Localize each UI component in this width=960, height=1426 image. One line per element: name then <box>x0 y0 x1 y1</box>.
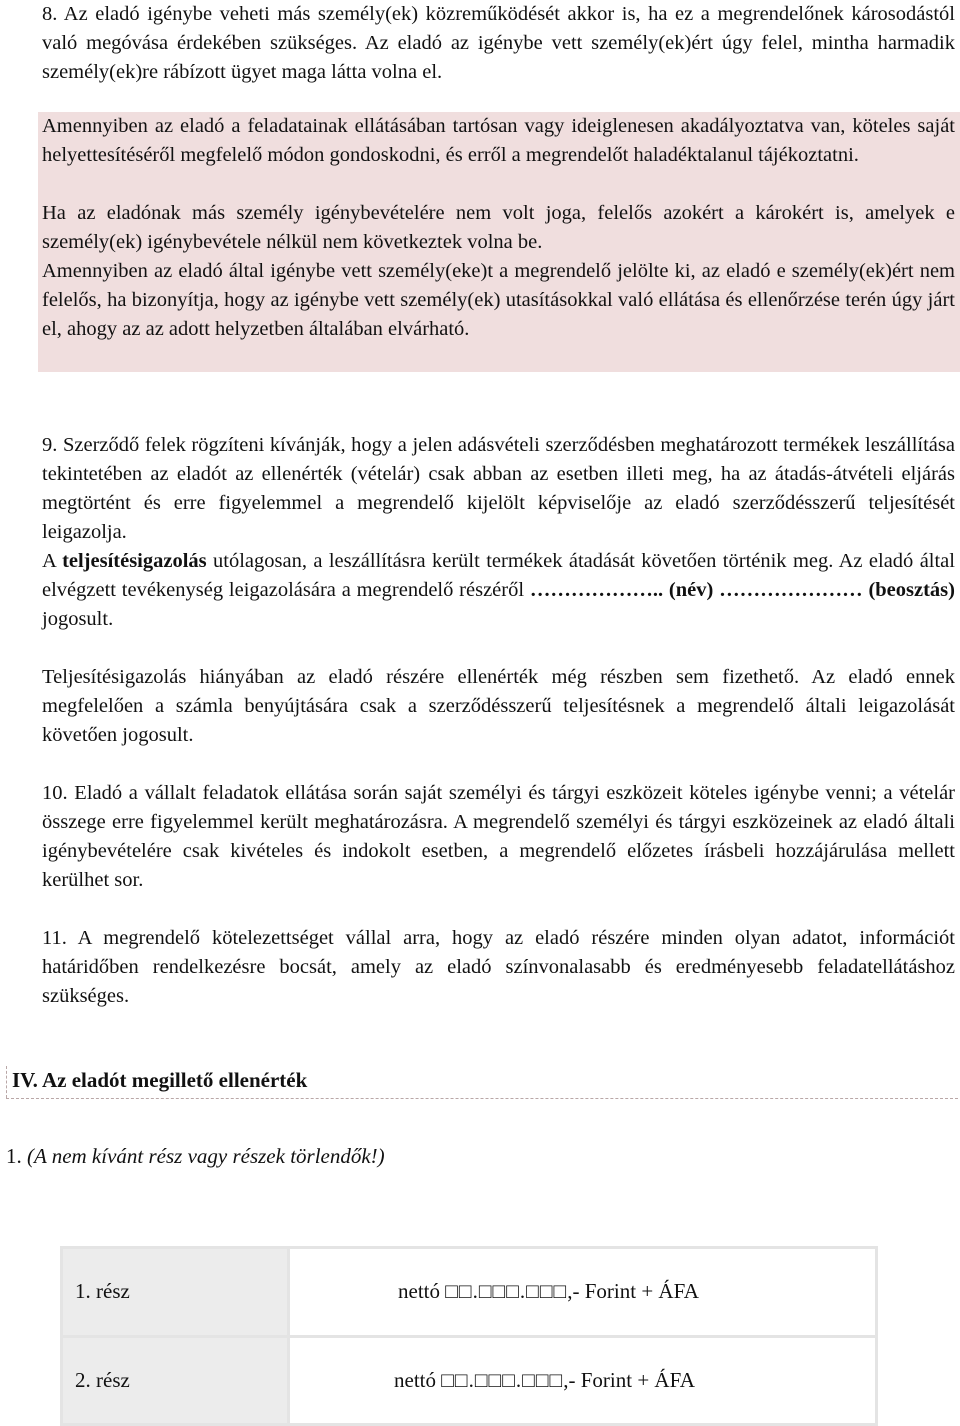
p2-body: utólagosan, a leszállításra került termékek átadását követően történik meg. Az eladó által elvégzett tevékenység leigazolására a megrendelő részéről <box>42 550 955 601</box>
heading-rule <box>6 1098 958 1099</box>
section-9-paragraph-2 <box>42 547 955 634</box>
price-suffix: ,- Forint + ÁFA <box>563 1367 695 1392</box>
part-label: 1. rész <box>62 1248 289 1337</box>
section-8-paragraph-2: Amennyiben az eladó a feladatainak ellátásában tartósan vagy ideiglenesen akadályoztatva van, köteles saját helyettesítéséről megfelelő módon gondoskodni, és erről a megrendelőt haladéktalanul tájékoztatni. <box>42 115 955 166</box>
part-price <box>289 1336 877 1425</box>
amount-boxes: □□.□□□.□□□ <box>445 1279 568 1304</box>
part-price <box>289 1248 877 1337</box>
price-prefix: nettó <box>394 1367 442 1392</box>
section-11-paragraph: 11. A megrendelő kötelezettséget vállal arra, hogy az eladó részére minden olyan adatot, információt határidőben rendelkezésre bocsát, amely az eladó színvonalasabb és eredményesebb feladatellátáshoz szükséges. <box>42 927 955 1007</box>
table-row <box>62 1336 877 1425</box>
section-8-paragraph-3: Ha az eladónak más személy igénybevételére nem volt joga, felelős azokért a károkért is, amelyek e személy(ek) igénybevétele nélkül nem következtek volna be. <box>42 202 955 253</box>
part-label: 2. rész <box>62 1336 289 1425</box>
price-table <box>60 1246 878 1426</box>
amount-boxes: □□.□□□.□□□ <box>441 1367 564 1392</box>
price-prefix: nettó <box>398 1279 446 1304</box>
section-10-paragraph: 10. Eladó a vállalt feladatok ellátása során saját személyi és tárgyi eszközeit köteles igénybe venni; a vételár összege erre figyelemmel került meghatározásra. A megrendelő személyi és tárgyi eszközeinek az eladó általi igénybevételére csak kivételes és indokolt esetben, a megrendelő előzetes írásbeli hozzájárulása mellett kerülhet sor. <box>42 782 955 891</box>
note-text: (A nem kívánt rész vagy részek törlendők!) <box>27 1144 385 1168</box>
teljesitesigazolas-term: teljesítésigazolás <box>62 550 207 572</box>
p2-tail: jogosult. <box>42 608 114 630</box>
signatory-blanks: ……………….. (név) ………………… (beosztás) <box>529 579 955 601</box>
deletion-note <box>6 1144 385 1169</box>
price-suffix: ,- Forint + ÁFA <box>567 1279 699 1304</box>
section-8-paragraph-4: Amennyiben az eladó által igénybe vett személy(eke)t a megrendelő jelölte ki, az eladó e személy(ek)ért nem felelős, ha bizonyítja, hogy az igénybe vett személy(ek) utasításokkal való ellátása és ellenőrzése terén úgy járt el, ahogy az az adott helyzetben általában elvárható. <box>42 260 955 340</box>
section-heading: IV. Az eladót megillető ellenérték <box>12 1068 308 1092</box>
heading-marker <box>6 1066 7 1098</box>
note-number: 1. <box>6 1144 27 1168</box>
p2-lead: A <box>42 550 63 572</box>
table-row <box>62 1248 877 1337</box>
section-9-paragraph-1: 9. Szerződő felek rögzíteni kívánják, hogy a jelen adásvételi szerződésben meghatározott termékek leszállítása tekintetében az eladót az ellenérték (vételár) csak abban az esetben illeti meg, ha az átadás-átvételi eljárás megtörtént és erre figyelemmel a megrendelő kijelölt képviselője az eladó szerződésszerű teljesítését leigazolja. <box>42 434 955 543</box>
section-9-paragraph-3: Teljesítésigazolás hiányában az eladó részére ellenérték még részben sem fizethető. Az eladó ennek megfelelően a számla benyújtására csak a szerződésszerű teljesítésnek a megrendelő általi leigazolását követően jogosult. <box>42 666 955 746</box>
section-8-paragraph-1: 8. Az eladó igénybe veheti más személy(ek) közreműködését akkor is, ha ez a megrendelőnek károsodástól való megóvása érdekében szükséges. Az eladó az igénybe vett személy(ek)ért úgy felel, mintha harmadik személy(ek)re rábízott ügyet maga látta volna el. <box>42 3 955 83</box>
